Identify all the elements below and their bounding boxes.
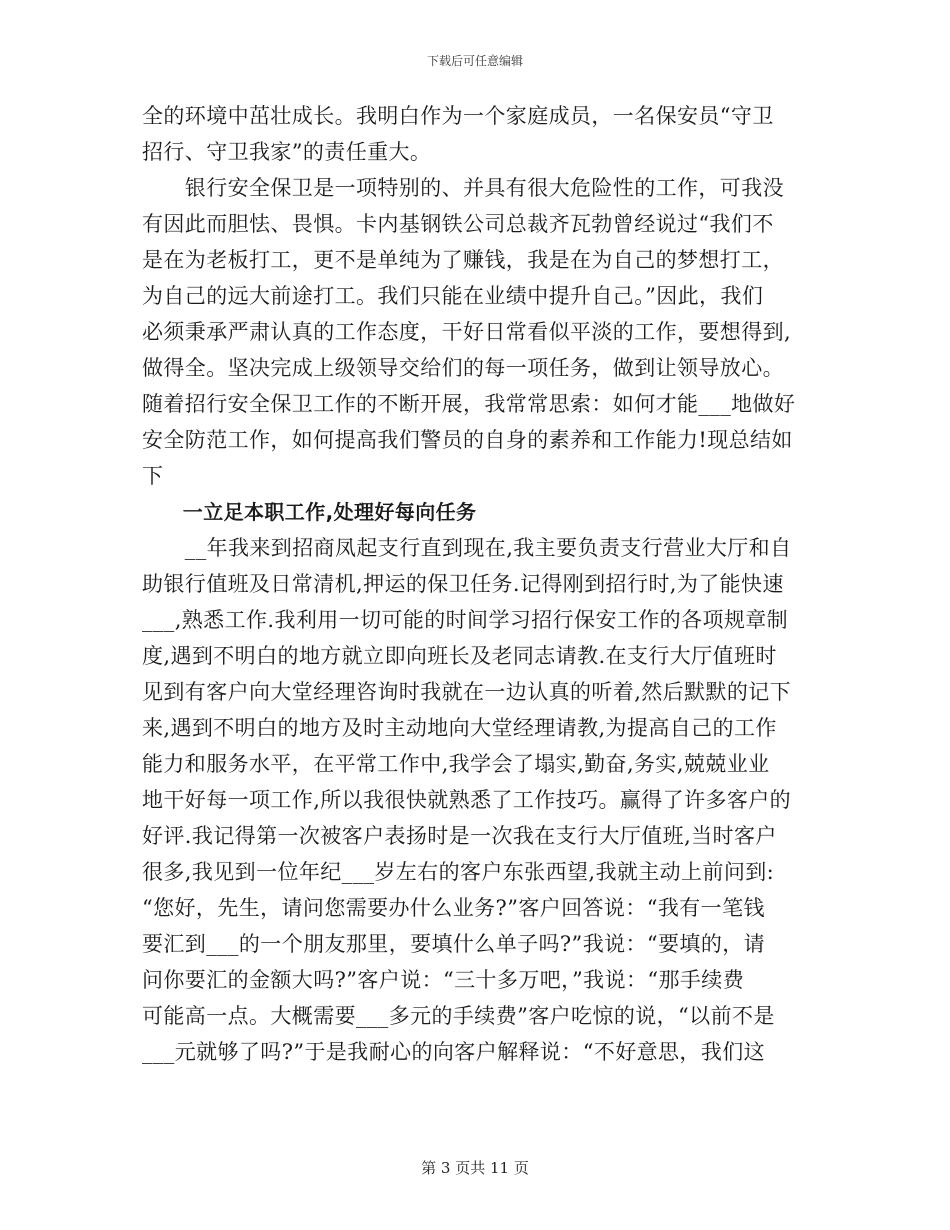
text-line: ___,熟悉工作.我利用一切可能的时间学习招行保安工作的各项规章制 xyxy=(142,608,789,632)
text-line: 下 xyxy=(142,464,164,488)
text-line: 全的环境中茁壮成长。我明白作为一个家庭成员，一名保安员“守卫 xyxy=(142,104,774,128)
text-line: ___元就够了吗?”于是我耐心的向客户解释说：“不好意思，我们这 xyxy=(142,1040,766,1064)
text-line: 是在为老板打工，更不是单纯为了赚钱，我是在为自己的梦想打工， xyxy=(142,248,784,272)
text-line: 要汇到___的一个朋友那里，要填什么单子吗?”我说：“要填的，请 xyxy=(142,932,766,956)
text-line: 问你要汇的金额大吗?”客户说：“三十多万吧，”我说：“那手续费 xyxy=(142,968,745,992)
text-line: 安全防范工作，如何提高我们警员的自身的素养和工作能力!现总结如 xyxy=(142,428,793,452)
text-line: 随着招行安全保卫工作的不断开展，我常常思索：如何才能___地做好 xyxy=(142,392,796,416)
page-header: 下载后可任意编辑 xyxy=(426,54,523,68)
text-line: 好评.我记得第一次被客户表扬时是一次我在支行大厅值班,当时客户 xyxy=(142,824,777,848)
text-line: 助银行值班及日常清机,押运的保卫任务.记得刚到招行时,为了能快速 xyxy=(142,572,784,596)
text-line: __年我来到招商凤起支行直到现在,我主要负责支行营业大厅和自 xyxy=(142,536,792,560)
text-line: 度,遇到不明白的地方就立即向班长及老同志请教.在支行大厅值班时 xyxy=(142,644,777,668)
text-line: 很多,我见到一位年纪___岁左右的客户东张西望,我就主动上前问到: xyxy=(142,860,775,884)
text-line: 必须秉承严肃认真的工作态度，干好日常看似平淡的工作，要想得到, xyxy=(142,320,792,344)
text-line: 银行安全保卫是一项特别的、并具有很大危险性的工作，可我没 xyxy=(142,176,784,200)
text-line: 为自己的远大前途打工。我们只能在业绩中提升自己。”因此，我们 xyxy=(142,284,764,308)
text-line: “您好，先生，请问您需要办什么业务?”客户回答说：“我有一笔钱 xyxy=(142,896,765,920)
text-line: 招行、守卫我家”的责任重大。 xyxy=(142,140,432,164)
text-line: 来,遇到不明白的地方及时主动地向大堂经理请教,为提高自己的工作 xyxy=(142,716,777,740)
page-footer: 第 3 页共 11 页 xyxy=(421,1159,529,1177)
text-line: 见到有客户向大堂经理咨询时我就在一边认真的听着,然后默默的记下 xyxy=(142,680,792,704)
document-body xyxy=(142,98,806,1070)
text-line: 可能高一点。大概需要___多元的手续费”客户吃惊的说，“以前不是 xyxy=(142,1004,775,1028)
text-line: 地干好每一项工作,所以我很快就熟悉了工作技巧。赢得了许多客户的 xyxy=(142,788,792,812)
section-heading: 一立足本职工作,处理好每向任务 xyxy=(142,500,477,524)
text-line: 能力和服务水平，在平常工作中,我学会了塌实,勤奋,务实,兢兢业业 xyxy=(142,752,770,776)
text-line: 有因此而胆怯、畏惧。卡内基钢铁公司总裁齐瓦勃曾经说过“我们不 xyxy=(142,212,774,236)
text-line: 做得全。坚决完成上级领导交给们的每一项任务，做到让领导放心。 xyxy=(142,356,784,380)
